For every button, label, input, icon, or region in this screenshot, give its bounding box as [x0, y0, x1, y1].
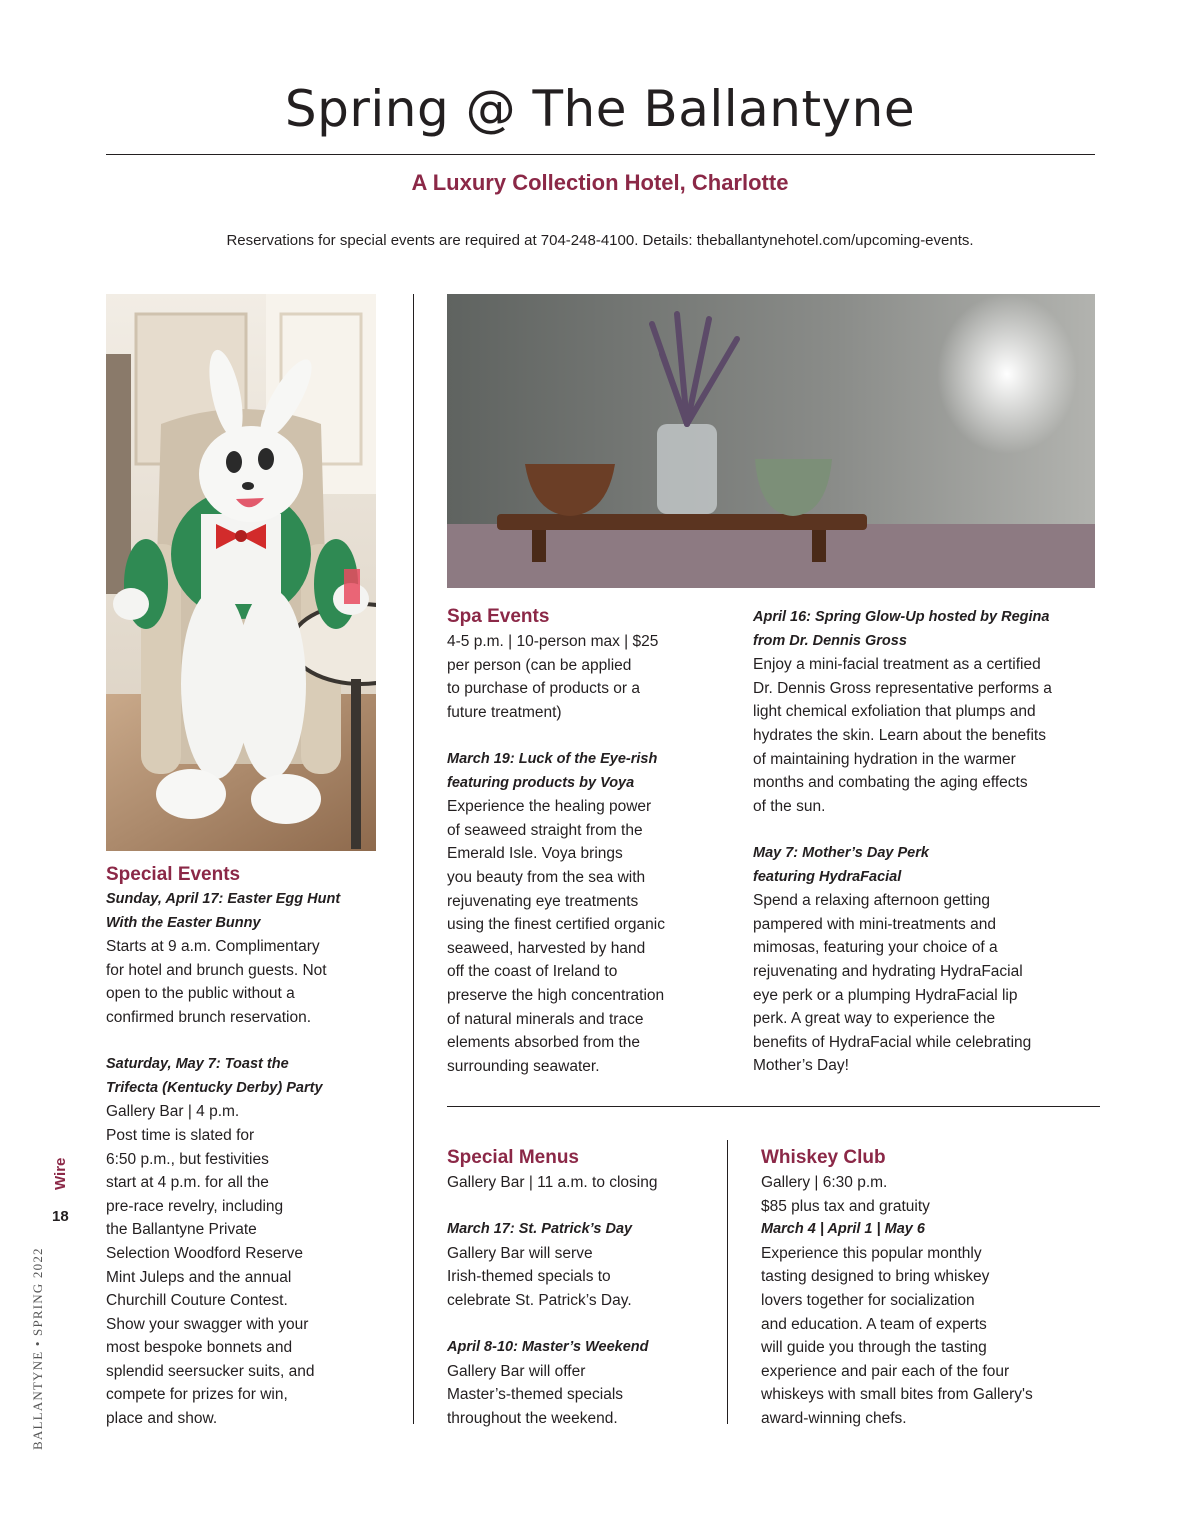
subtitle: A Luxury Collection Hotel, Charlotte — [411, 170, 789, 195]
easter-bunny-illustration — [106, 294, 376, 851]
event-line: perk. A great way to experience the — [753, 1010, 996, 1028]
section-label: Wire — [52, 1157, 69, 1190]
event-title: March 17: St. Patrick’s Day — [447, 1221, 633, 1238]
event-line: Post time is slated for — [106, 1126, 255, 1144]
spa-intro-line: future treatment) — [447, 703, 562, 721]
event-line: seaweed, harvested by hand — [447, 939, 646, 957]
event-line: rejuvenating and hydrating HydraFacial — [753, 962, 1023, 980]
event-line: elements absorbed from the — [447, 1034, 640, 1052]
event-title: May 7: Mother’s Day Perk — [753, 844, 929, 861]
event-line: pre-race revelry, including — [106, 1197, 284, 1215]
whiskey-line: experience and pair each of the four — [761, 1362, 1010, 1380]
menu-intro: Gallery Bar | 11 a.m. to closing — [447, 1174, 658, 1191]
whiskey-line: will guide you through the tasting — [761, 1339, 987, 1357]
event-line: Selection Woodford Reserve — [106, 1244, 304, 1262]
whiskey-club-section — [761, 1145, 1091, 1431]
event-title: March 19: Luck of the Eye-rish — [447, 750, 658, 767]
event-line: of seaweed straight from the — [447, 821, 643, 839]
page-title: Spring @ The Ballantyne — [284, 80, 916, 138]
event-title: Saturday, May 7: Toast the — [106, 1056, 289, 1073]
spa-intro-line: per person (can be applied — [447, 656, 632, 674]
event-line: Dr. Dennis Gross representative performs a — [753, 679, 1052, 697]
event-line: 6:50 p.m., but festivities — [106, 1150, 269, 1168]
spa-still-life-illustration — [447, 294, 1095, 588]
event-line: Gallery Bar will serve — [447, 1244, 593, 1262]
event-title: featuring HydraFacial — [753, 868, 902, 885]
event-line: Mother’s Day! — [753, 1057, 849, 1075]
special-menus-heading: Special Menus — [447, 1147, 579, 1168]
event-line: of the sun. — [753, 797, 826, 815]
event-line: Mint Juleps and the annual — [106, 1268, 292, 1286]
event-line: open to the public without a — [106, 985, 295, 1003]
special-events-heading: Special Events — [106, 864, 241, 885]
event-line: confirmed brunch reservation. — [106, 1008, 312, 1026]
event-line: start at 4 p.m. for all the — [106, 1174, 269, 1192]
event-line: of maintaining hydration in the warmer — [753, 750, 1016, 768]
spa-intro-line: to purchase of products or a — [447, 680, 641, 698]
event-line: the Ballantyne Private — [106, 1221, 257, 1239]
event-line: most bespoke bonnets and — [106, 1339, 293, 1357]
event-title: April 16: Spring Glow-Up hosted by Regina — [753, 609, 1050, 625]
event-line: mimosas, featuring your choice of a — [753, 939, 998, 957]
whiskey-line: and education. A team of experts — [761, 1315, 987, 1333]
event-title: Sunday, April 17: Easter Egg Hunt — [106, 891, 341, 907]
whiskey-line: Experience this popular monthly — [761, 1244, 982, 1262]
event-line: of natural minerals and trace — [447, 1010, 644, 1028]
spa-still-life-photo — [447, 294, 1095, 588]
special-events-section — [106, 862, 396, 1431]
spa-events-continued — [753, 606, 1098, 1078]
event-line: for hotel and brunch guests. Not — [106, 961, 327, 979]
event-line: hydrates the skin. Learn about the benefits — [753, 726, 1046, 744]
publication-folio: BALLANTYNE • SPRING 2022 — [30, 1247, 45, 1450]
event-line: Churchill Couture Contest. — [106, 1292, 288, 1310]
event-line: Master’s-themed specials — [447, 1386, 624, 1404]
event-title: featuring products by Voya — [447, 774, 635, 791]
event-line: Gallery Bar will offer — [447, 1362, 586, 1380]
spa-events-heading: Spa Events — [447, 606, 550, 627]
event-line: benefits of HydraFacial while celebrating — [753, 1033, 1032, 1051]
whiskey-line: award-winning chefs. — [761, 1409, 907, 1427]
title-rule — [106, 154, 1095, 155]
spa-events-section — [447, 604, 727, 1078]
column-divider — [413, 294, 414, 1424]
event-line: you beauty from the sea with — [447, 868, 646, 886]
whiskey-intro-line: $85 plus tax and gratuity — [761, 1197, 930, 1215]
event-title: April 8-10: Master’s Weekend — [447, 1339, 649, 1356]
event-line: compete for prizes for win, — [106, 1386, 288, 1404]
event-line: rejuvenating eye treatments — [447, 892, 639, 910]
reservations-note: Reservations for special events are required at 704-248-4100. Details: theballantynehotel.com/upcoming-events. — [226, 232, 974, 249]
whiskey-line: whiskeys with small bites from Gallery's — [761, 1386, 1033, 1404]
section-rule — [447, 1106, 1100, 1107]
easter-bunny-photo — [106, 294, 376, 851]
event-line: eye perk or a plumping HydraFacial lip — [753, 986, 1018, 1004]
event-line: Show your swagger with your — [106, 1315, 309, 1333]
special-menus-section — [447, 1145, 717, 1431]
event-title: from Dr. Dennis Gross — [753, 632, 907, 649]
event-line: surrounding seawater. — [447, 1057, 600, 1075]
whiskey-line: tasting designed to bring whiskey — [761, 1268, 990, 1286]
event-line: Irish-themed specials to — [447, 1268, 611, 1286]
event-line: Spend a relaxing afternoon getting — [753, 892, 990, 910]
event-line: place and show. — [106, 1410, 218, 1428]
event-line: using the finest certified organic — [447, 916, 665, 934]
whiskey-line: lovers together for socialization — [761, 1291, 975, 1309]
whiskey-club-heading: Whiskey Club — [761, 1147, 886, 1168]
event-line: preserve the high concentration — [447, 986, 665, 1004]
event-line: Gallery Bar | 4 p.m. — [106, 1103, 240, 1121]
event-line: Experience the healing power — [447, 798, 652, 816]
spa-intro-line: 4-5 p.m. | 10-person max | $25 — [447, 633, 659, 650]
event-title: With the Easter Bunny — [106, 914, 261, 931]
event-line: Emerald Isle. Voya brings — [447, 845, 623, 863]
event-line: light chemical exfoliation that plumps and — [753, 703, 1036, 721]
event-line: off the coast of Ireland to — [447, 963, 618, 981]
event-line: pampered with mini-treatments and — [753, 915, 996, 933]
event-title: Trifecta (Kentucky Derby) Party — [106, 1079, 323, 1096]
event-line: Enjoy a mini-facial treatment as a certified — [753, 656, 1041, 674]
whiskey-dates: March 4 | April 1 | May 6 — [761, 1221, 925, 1238]
event-line: months and combating the aging effects — [753, 774, 1028, 792]
event-line: Starts at 9 a.m. Complimentary — [106, 938, 320, 956]
column-divider — [727, 1140, 728, 1424]
whiskey-intro-line: Gallery | 6:30 p.m. — [761, 1174, 888, 1191]
page-number: 18 — [52, 1208, 69, 1225]
event-line: splendid seersucker suits, and — [106, 1362, 315, 1380]
event-line: celebrate St. Patrick’s Day. — [447, 1291, 632, 1309]
event-line: throughout the weekend. — [447, 1409, 618, 1427]
